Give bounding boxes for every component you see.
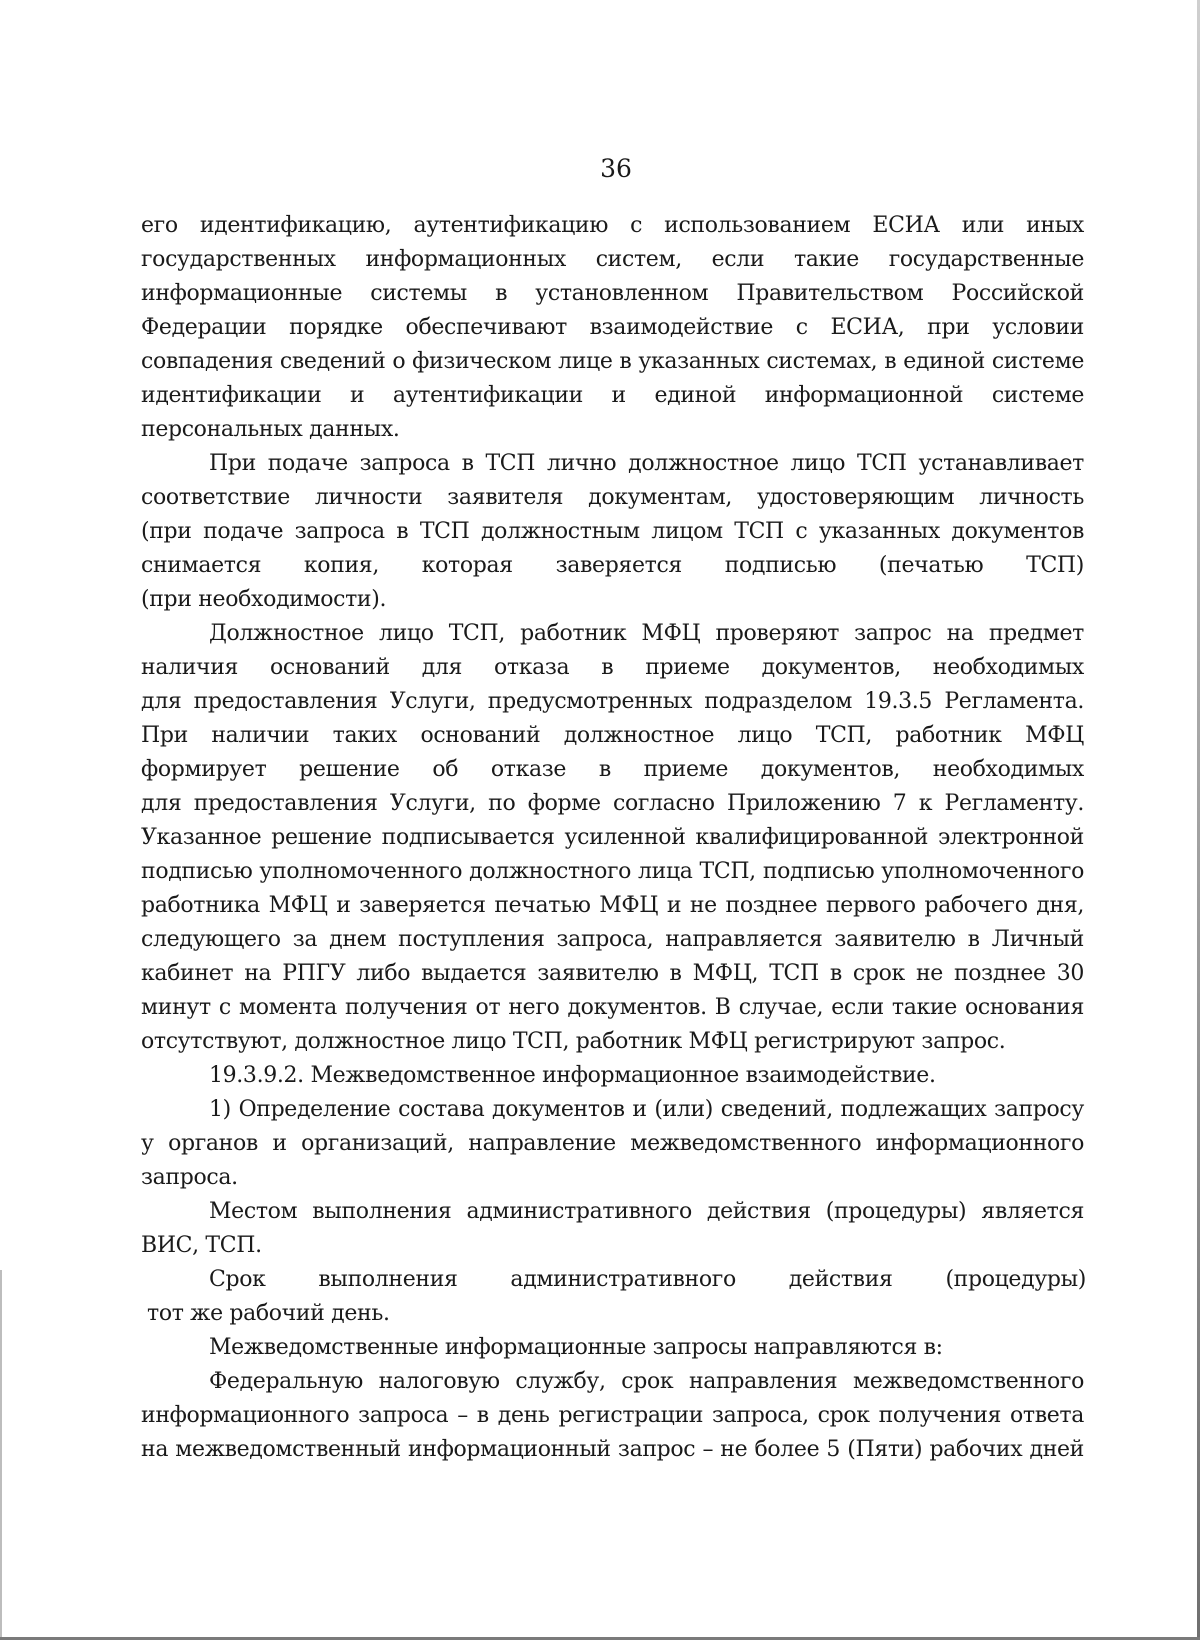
text-line: Указанное решение подписывается усиленной квалифицированной электронной (141, 825, 1084, 850)
text-line: следующего за днем поступления запроса, направляется заявителю в Личный (141, 927, 1084, 952)
text-line: формирует решение об отказе в приеме документов, необходимых (141, 757, 1084, 782)
text-line: для предоставления Услуги, по форме согласно Приложению 7 к Регламенту. (141, 791, 1084, 816)
text-line: снимается копия, которая заверяется подписью (печатью ТСП) (141, 553, 1084, 578)
text-line: совпадения сведений о физическом лице в указанных системах, в единой системе (141, 349, 1084, 374)
text-line: Федеральную налоговую службу, срок направления межведомственного (209, 1369, 1084, 1394)
text-line: информационные системы в установленном Правительством Российской (141, 281, 1084, 306)
text-line: (при подаче запроса в ТСП должностным лицом ТСП с указанных документов (141, 519, 1084, 544)
text-line: минут с момента получения от него документов. В случае, если такие основания (141, 995, 1084, 1020)
text-line: идентификации и аутентификации и единой информационной системе (141, 383, 1084, 408)
text-line: тот же рабочий день. (147, 1301, 390, 1326)
document-body (141, 209, 1084, 1467)
text-line: персональных данных. (141, 417, 400, 442)
text-line: При подаче запроса в ТСП лично должностное лицо ТСП устанавливает (209, 451, 1084, 476)
text-line: государственных информационных систем, если такие государственные (141, 247, 1084, 272)
text-line: (при необходимости). (141, 587, 387, 612)
text-line: Федерации порядке обеспечивают взаимодействие с ЕСИА, при условии (141, 315, 1084, 340)
scan-edge-left (0, 1270, 2, 1640)
text-line: Должностное лицо ТСП, работник МФЦ проверяют запрос на предмет (209, 621, 1084, 646)
text-line: При наличии таких оснований должностное лицо ТСП, работник МФЦ (141, 723, 1084, 748)
text-line: Межведомственные информационные запросы направляются в: (209, 1335, 943, 1360)
text-line: на межведомственный информационный запрос – не более 5 (Пяти) рабочих дней (141, 1437, 1084, 1462)
text-line: у органов и организаций, направление межведомственного информационного (141, 1131, 1084, 1156)
text-line: соответствие личности заявителя документам, удостоверяющим личность (141, 485, 1084, 510)
text-line: для предоставления Услуги, предусмотренных подразделом 19.3.5 Регламента. (141, 689, 1084, 714)
text-line: Срок выполнения административного действия (процедуры) (209, 1267, 1086, 1292)
section-heading: 19.3.9.2. Межведомственное информационное взаимодействие. (209, 1063, 936, 1088)
text-line: Местом выполнения административного действия (процедуры) является (209, 1199, 1084, 1224)
text-line: информационного запроса – в день регистрации запроса, срок получения ответа (141, 1403, 1084, 1428)
text-line: кабинет на РПГУ либо выдается заявителю в МФЦ, ТСП в срок не позднее 30 (141, 961, 1084, 986)
text-line: запроса. (141, 1165, 238, 1190)
text-line: отсутствуют, должностное лицо ТСП, работник МФЦ регистрируют запрос. (141, 1029, 1006, 1054)
text-line: наличия оснований для отказа в приеме документов, необходимых (141, 655, 1084, 680)
text-line: работника МФЦ и заверяется печатью МФЦ и не позднее первого рабочего дня, (141, 893, 1084, 918)
text-line: ВИС, ТСП. (141, 1233, 262, 1258)
text-line: его идентификацию, аутентификацию с использованием ЕСИА или иных (141, 213, 1084, 238)
page-number: 36 (600, 154, 632, 183)
text-line: 1) Определение состава документов и (или) сведений, подлежащих запросу (209, 1097, 1084, 1122)
text-line: подписью уполномоченного должностного лица ТСП, подписью уполномоченного (141, 859, 1084, 884)
